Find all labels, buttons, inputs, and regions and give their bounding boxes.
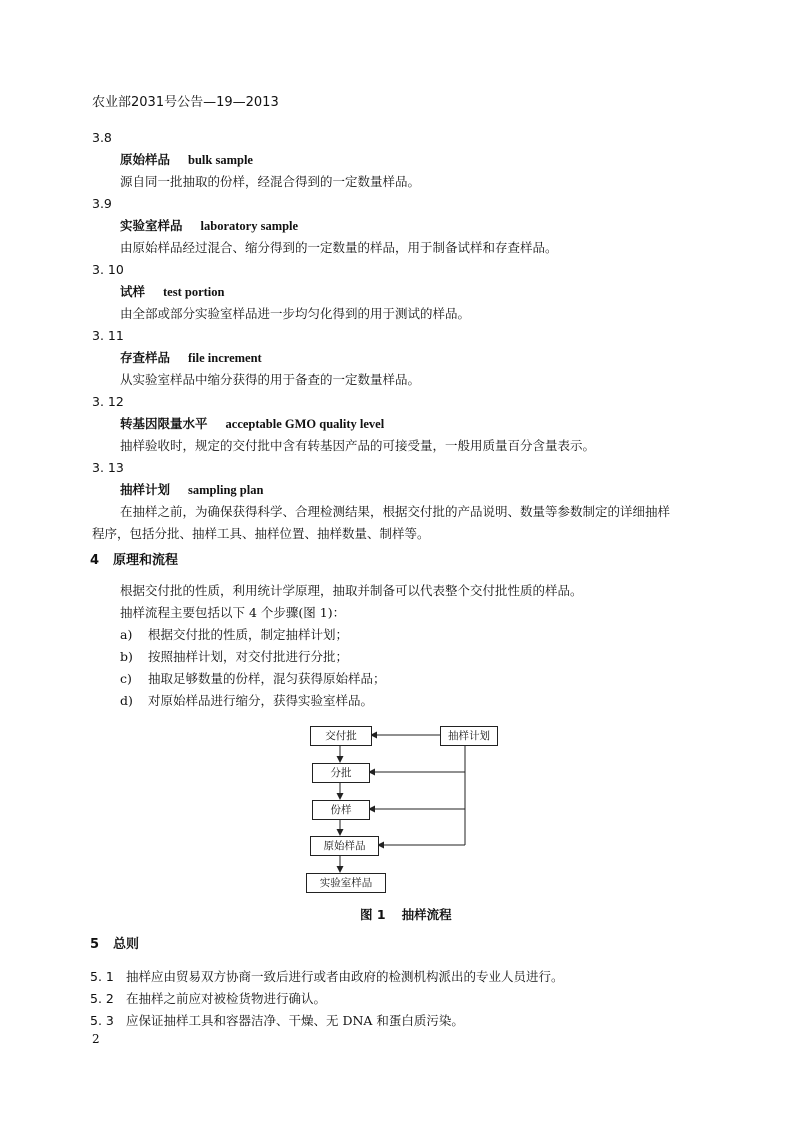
term-en: file increment: [188, 351, 262, 365]
term-cn: 存查样品: [120, 350, 171, 365]
paragraph: 根据交付批的性质，利用统计学原理，抽取并制备可以代表整个交付批性质的样品。: [120, 583, 583, 598]
section-5-body: [90, 966, 564, 1032]
figure-title: 抽样流程: [401, 907, 452, 922]
term-number: 3.8: [92, 130, 112, 145]
list-item: [120, 646, 583, 668]
term-title: [92, 149, 732, 171]
clause-number: 5. 1: [90, 969, 114, 984]
section-4-body: [120, 580, 583, 712]
term-cn: 实验室样品: [120, 218, 183, 233]
term-title: [92, 281, 732, 303]
term-definition-line-1: 在抽样之前，为确保获得科学、合理检测结果，根据交付批的产品说明、数量等参数制定的详细抽样: [120, 504, 671, 519]
term-number: 3. 12: [92, 394, 124, 409]
flow-box-increment: 份样: [312, 800, 370, 820]
list-text: 根据交付批的性质，制定抽样计划；: [148, 627, 349, 642]
term-en: sampling plan: [188, 483, 264, 497]
term-3-8: [92, 127, 732, 193]
section-5-heading: [90, 933, 139, 952]
term-number: 3. 11: [92, 328, 124, 343]
term-definition-line-2: 程序，包括分批、抽样工具、抽样位置、抽样数量、制样等。: [92, 526, 430, 541]
clause-text: 在抽样之前应对被检货物进行确认。: [126, 991, 327, 1006]
page-number: 2: [92, 1032, 100, 1046]
list-item: [120, 624, 583, 646]
term-en: laboratory sample: [200, 219, 299, 233]
term-number: 3. 13: [92, 460, 124, 475]
list-marker: d): [120, 693, 133, 708]
term-cn: 试样: [120, 284, 146, 299]
term-3-12: [92, 391, 732, 457]
flow-box-sampling-plan: 抽样计划: [440, 726, 498, 746]
term-definition: 由原始样品经过混合、缩分得到的一定数量的样品，用于制备试样和存查样品。: [120, 240, 558, 255]
term-en: acceptable GMO quality level: [225, 417, 385, 431]
clause: [90, 1010, 564, 1032]
section-4-heading: [90, 549, 178, 568]
list-text: 抽取足够数量的份样，混匀获得原始样品；: [148, 671, 386, 686]
term-3-13: [92, 457, 732, 545]
term-number: 3. 10: [92, 262, 124, 277]
flow-box-split: 分批: [312, 763, 370, 783]
term-title: [92, 215, 732, 237]
section-number: 5: [90, 937, 100, 952]
term-en: test portion: [163, 285, 225, 299]
term-title: [92, 347, 732, 369]
term-definition: 抽样验收时，规定的交付批中含有转基因产品的可接受量，一般用质量百分含量表示。: [120, 438, 596, 453]
term-definition: 从实验室样品中缩分获得的用于备查的一定数量样品。: [120, 372, 421, 387]
clause-text: 应保证抽样工具和容器洁净、干燥、无 DNA 和蛋白质污染。: [126, 1013, 464, 1028]
clause-number: 5. 3: [90, 1013, 114, 1028]
term-3-10: [92, 259, 732, 325]
term-cn: 抽样计划: [120, 482, 171, 497]
sampling-flowchart: [290, 718, 510, 898]
term-number: 3.9: [92, 196, 112, 211]
flow-box-delivery-lot: 交付批: [310, 726, 372, 746]
section-title: 原理和流程: [113, 553, 179, 568]
term-3-11: [92, 325, 732, 391]
clause: [90, 988, 564, 1010]
list-text: 对原始样品进行缩分，获得实验室样品。: [148, 693, 374, 708]
clause-text: 抽样应由贸易双方协商一致后进行或者由政府的检测机构派出的专业人员进行。: [126, 969, 564, 984]
term-cn: 转基因限量水平: [120, 416, 208, 431]
clause: [90, 966, 564, 988]
term-cn: 原始样品: [120, 152, 171, 167]
list-item: [120, 690, 583, 712]
term-title: [92, 413, 732, 435]
term-definition: 由全部或部分实验室样品进一步均匀化得到的用于测试的样品。: [120, 306, 471, 321]
paragraph: 抽样流程主要包括以下 4 个步骤(图 1)：: [120, 605, 346, 620]
list-item: [120, 668, 583, 690]
document-header: 农业部2031号公告—19—2013: [92, 95, 279, 110]
term-en: bulk sample: [188, 153, 253, 167]
section-title: 总则: [113, 937, 140, 952]
list-text: 按照抽样计划，对交付批进行分批；: [148, 649, 349, 664]
term-3-9: [92, 193, 732, 259]
figure-label: 图 1: [360, 907, 386, 922]
list-marker: c): [120, 671, 132, 686]
list-marker: b): [120, 649, 133, 664]
figure-caption: [360, 905, 452, 923]
flow-box-bulk-sample: 原始样品: [310, 836, 379, 856]
term-definitions: [92, 127, 732, 545]
term-definition: 源自同一批抽取的份样，经混合得到的一定数量样品。: [120, 174, 421, 189]
flow-box-lab-sample: 实验室样品: [306, 873, 386, 893]
term-title: [92, 479, 732, 501]
list-marker: a): [120, 627, 133, 642]
clause-number: 5. 2: [90, 991, 114, 1006]
section-number: 4: [90, 553, 100, 568]
